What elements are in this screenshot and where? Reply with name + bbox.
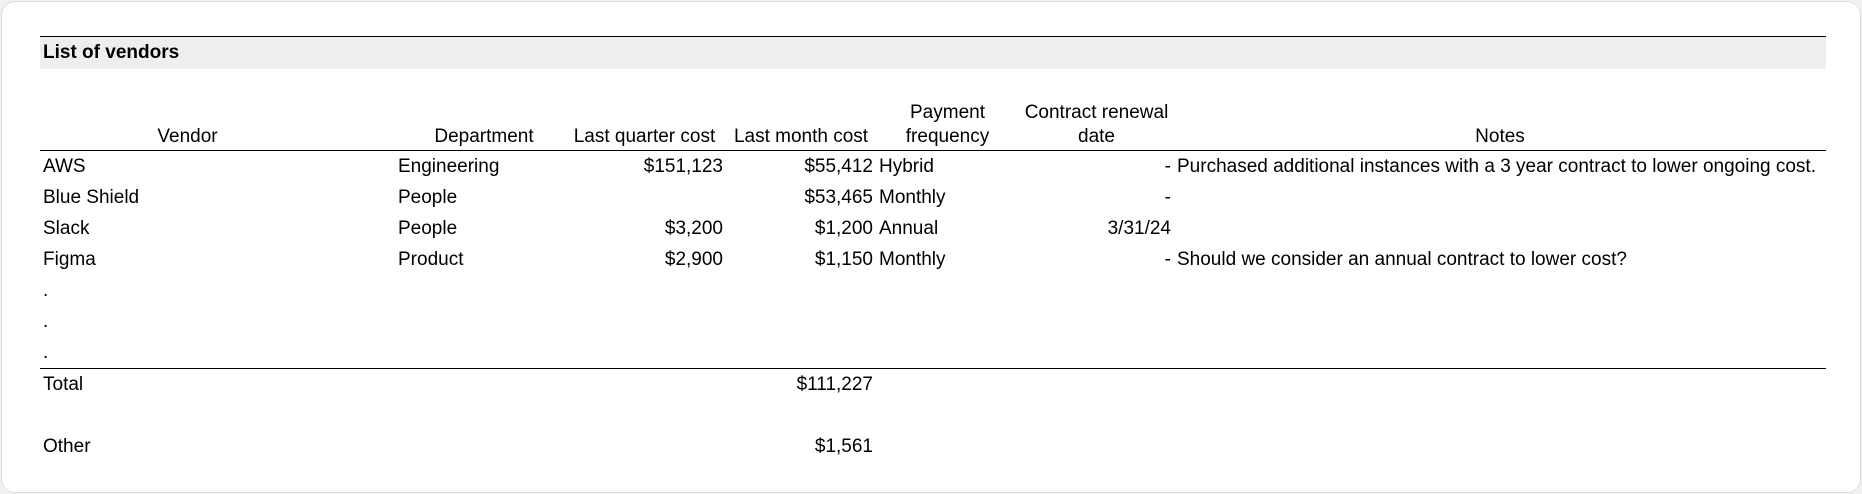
- department-cell: People: [398, 187, 458, 208]
- vendor-cell: Blue Shield: [43, 187, 140, 208]
- contract-renewal-date-cell: -: [1164, 249, 1171, 270]
- header-row: [40, 101, 1826, 151]
- header-vendor: Vendor: [40, 101, 395, 151]
- spacer-row: [40, 400, 1826, 431]
- notes-cell: [1174, 213, 1826, 244]
- last-quarter-cost-cell: [563, 182, 726, 213]
- table-row: [40, 244, 1826, 275]
- header-payment-frequency: Payment frequency: [876, 101, 1019, 151]
- last-month-cost-cell: $55,412: [804, 156, 873, 177]
- vendor-cell: Figma: [43, 249, 96, 270]
- ellipsis-dot: .: [43, 311, 49, 332]
- header-notes: Notes: [1174, 101, 1826, 151]
- last-quarter-cost-cell: $151,123: [643, 156, 723, 177]
- other-last-month-cost: $1,561: [814, 436, 873, 457]
- table-row: [40, 182, 1826, 213]
- department-cell: Product: [398, 249, 464, 270]
- document-card: [1, 1, 1861, 493]
- vendor-table: [40, 101, 1826, 462]
- last-month-cost-cell: $53,465: [804, 187, 873, 208]
- ellipsis-row: [40, 337, 1826, 369]
- ellipsis-row: [40, 275, 1826, 306]
- last-month-cost-cell: $1,150: [814, 249, 873, 270]
- payment-frequency-cell: Hybrid: [879, 156, 934, 177]
- payment-frequency-cell: Monthly: [879, 249, 946, 270]
- last-month-cost-cell: $1,200: [814, 218, 873, 239]
- sheet-title: List of vendors: [40, 36, 1826, 69]
- notes-cell: [1174, 182, 1826, 213]
- table-row: [40, 213, 1826, 244]
- header-contract-renewal-date: Contract renewal date: [1019, 101, 1174, 151]
- header-last-month-cost: Last month cost: [726, 101, 876, 151]
- contract-renewal-date-cell: 3/31/24: [1107, 218, 1171, 239]
- other-label: Other: [43, 436, 91, 457]
- department-cell: Engineering: [398, 156, 500, 177]
- total-row: [40, 369, 1826, 401]
- department-cell: People: [398, 218, 458, 239]
- ellipsis-row: [40, 306, 1826, 337]
- notes-cell: Purchased additional instances with a 3 year contract to lower ongoing cost.: [1177, 156, 1816, 177]
- last-quarter-cost-cell: $2,900: [664, 249, 723, 270]
- last-quarter-cost-cell: $3,200: [664, 218, 723, 239]
- other-row: [40, 431, 1826, 462]
- ellipsis-dot: .: [43, 342, 49, 363]
- payment-frequency-cell: Monthly: [879, 187, 946, 208]
- vendor-cell: AWS: [43, 156, 86, 177]
- total-label: Total: [40, 369, 395, 401]
- contract-renewal-date-cell: -: [1164, 156, 1171, 177]
- notes-cell: Should we consider an annual contract to lower cost?: [1177, 249, 1627, 270]
- vendor-sheet: [40, 36, 1826, 462]
- total-last-month-cost: $111,227: [726, 369, 876, 401]
- vendor-cell: Slack: [43, 218, 90, 239]
- header-department: Department: [395, 101, 563, 151]
- contract-renewal-date-cell: -: [1164, 187, 1171, 208]
- payment-frequency-cell: Annual: [879, 218, 939, 239]
- header-last-quarter-cost: Last quarter cost: [563, 101, 726, 151]
- ellipsis-dot: .: [43, 280, 49, 301]
- table-row: [40, 151, 1826, 183]
